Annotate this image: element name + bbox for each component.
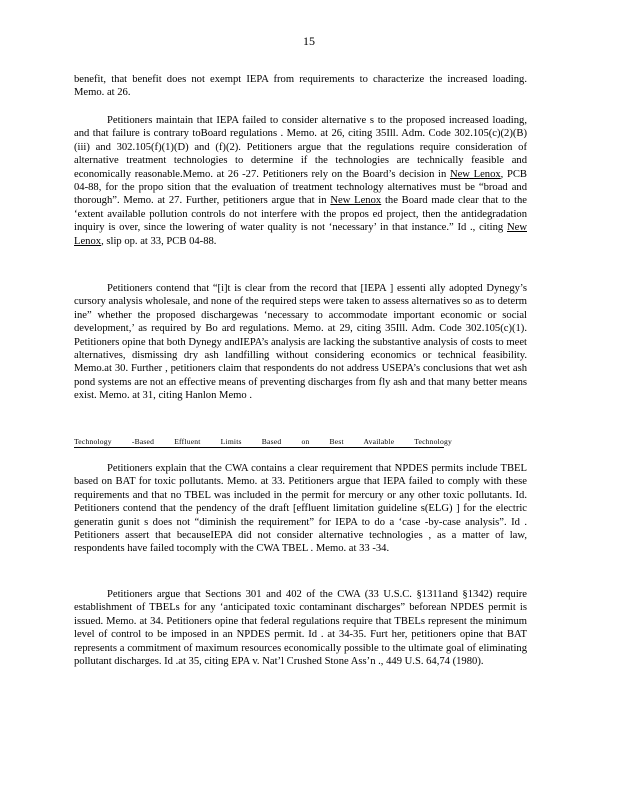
paragraph-cwa-sections: Petitioners argue that Sections 301 and 402 of the CWA (33 U.S.C. §1311and §1342) require establishment of TBELs for any ‘anticipated toxic contaminant discharges” beforean NPDES permit is issued. Memo. at 34. Petitioners opine that federal regulations require that TBELs represent the minimum level of control to be imposed in an NPDES permit. Id . at 34-35. Furt her, petitioners opine that BAT represents a commitment of maximum resources economically possible to the ultimate goal of eliminating pollutant discharges. Id .at 35, citing EPA v. Nat’l Crushed Stone Ass’n ., 449 U.S. 64,74 (1980). (74, 589, 527, 668)
paragraph-alternatives (74, 114, 527, 248)
paragraph-text: the Board made clear that to the ‘extent available pollution controls do not interfere with the propos ed project, then the antidegradation inquiry is over, since the lowering of water quality is not ‘necessary’ in that instance.” Id ., citing (74, 195, 528, 234)
section-heading: Technology -Based Effluent Limits Based on Best Available Technology (74, 437, 452, 446)
paragraph-text: , slip op. at 33, PCB 04-88. (101, 235, 217, 247)
paragraph-text: , PCB 04-88, for the propo sition that the evaluation of treatment technology alternatives must be “broad and thorough”. Memo. at 27. Further, petitioners argue that in (74, 168, 527, 207)
paragraph-tbel-requirement: Petitioners explain that the CWA contains a clear requirement that NPDES permits include TBEL based on BAT for toxic pollutants. Memo. at 33. Petitioners argue that IEPA failed to comply with these requirements and that no TBEL was included in the permit for mercury or any other toxic pollutants. Id. Petitioners contend that the pendency of the draft [effluent limitation guideline s(ELG) ] for the electric generatin gunit s does not “diminish the requirement” for IEPA to do a ‘case -by-case analysis”. Id . Petitioners assert that becauseIEPA did not consider alternative technologies , as a matter of law, respondents have failed tocomply with the CWA TBEL . Memo. at 33 -34. (74, 463, 527, 555)
paragraph-continuation: benefit, that benefit does not exempt IEPA from requirements to characterize the increased loading. Memo. at 26. (74, 74, 527, 99)
case-citation: New Lenox (449, 168, 501, 180)
paragraph-text: Petitioners maintain that IEPA failed to consider alternative s to the proposed increased loading, and that failure is contrary toBoard regulations . Memo. at 26, citing 35Ill. Adm. Code 302.105(c)(2)(B)(iii) and 302.105(f)(1)(D) and (f)(2). Petitioners argue that the regulations require consideration of alternative treatment technologies to determine if the technologies are technically feasible and economically reasonable.Memo. at 26 -27. Petitioners rely on the Board’s decision in (74, 115, 527, 180)
paragraph-dynegy-analysis: Petitioners contend that “[i]t is clear from the record that [IEPA ] essenti ally adopted Dynegy’s cursory analysis wholesale, and none of the required steps were taken to assess alternatives so as to determ ine” whether the proposed dischargewas ‘necessary to accommodate important economic or social development,’ as required by Bo ard regulations. Memo. at 29, citing 35Ill. Adm. Code 302.105(c)(1). Petitioners opine that both Dynegy andIEPA’s analysis are lacking the substantive analysis of costs to meet alternatives, dismissing dry ash landfilling without considering economics or technical feasibility. Memo.at 30. Further , petitioners claim that respondents do not address USEPA’s conclusions that wet ash pond systems are not an effective means of preventing discharges from fly ash and that many better means exist. Memo. at 31, citing Hanlon Memo . (74, 283, 527, 402)
case-citation: New Lenox (330, 195, 382, 207)
case-citation: New Lenox (74, 222, 527, 247)
page-number: 15 (303, 34, 315, 48)
